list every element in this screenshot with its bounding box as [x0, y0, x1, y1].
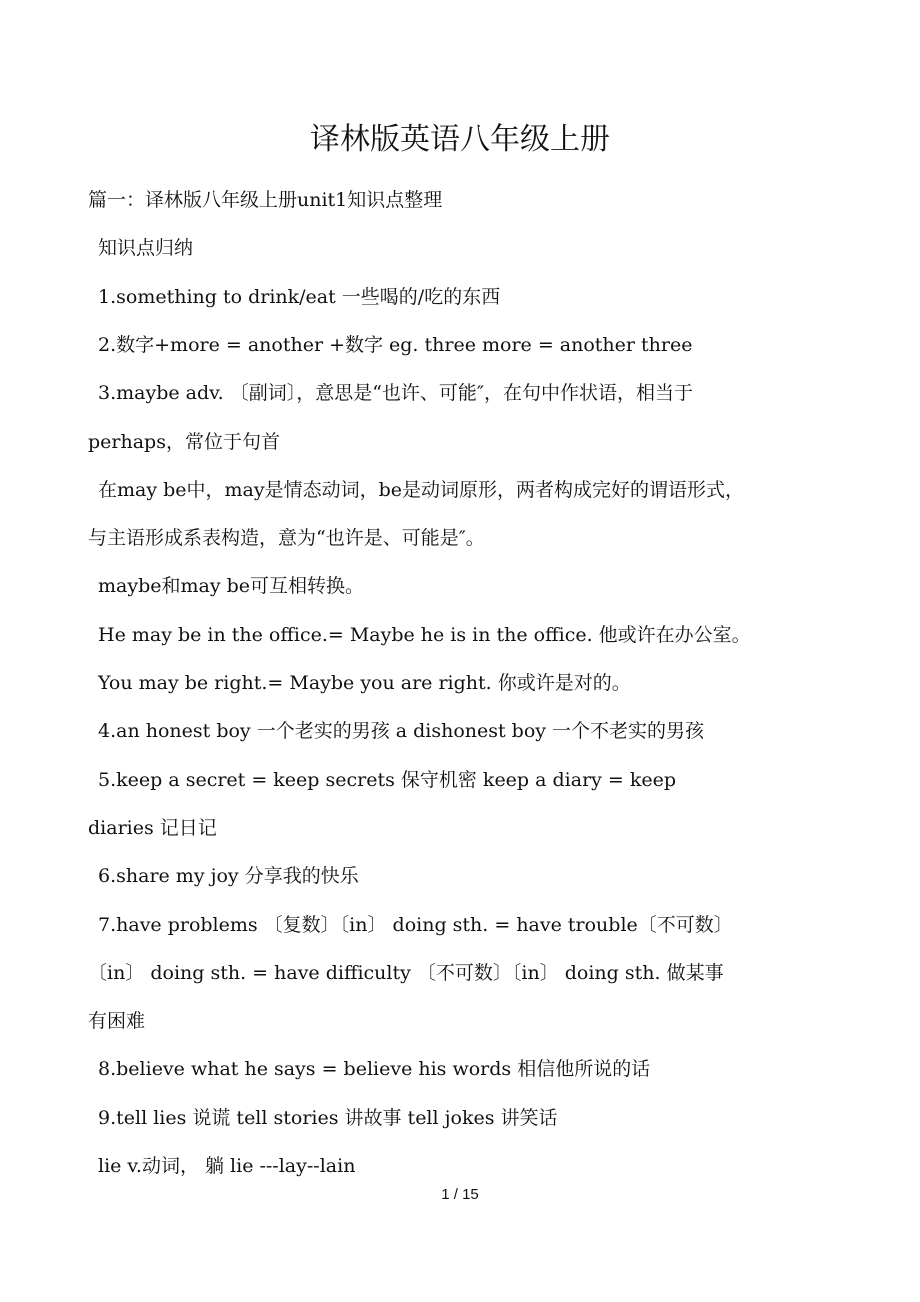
text-line: maybe和may be可互相转换。: [98, 575, 365, 598]
text-line: 知识点归纳: [98, 237, 194, 260]
page-number: 1 / 15: [441, 1186, 479, 1203]
text-line: 1.something to drink/eat 一些喝的/吃的东西: [98, 285, 501, 308]
document-title: 译林版英语八年级上册: [310, 122, 610, 157]
text-line: 2.数字+more = another +数字 eg. three more = another three: [98, 333, 693, 356]
text-line: 9.tell lies 说谎 tell stories 讲故事 tell jokes 讲笑话: [98, 1106, 558, 1129]
text-line: 4.an honest boy 一个老实的男孩 a dishonest boy 一个不老实的男孩: [98, 720, 705, 743]
text-line: 7.have problems 〔复数〕〔in〕 doing sth. = have trouble〔不可数〕: [98, 913, 733, 936]
text-line: 与主语形成系表构造，意为“也许是、可能是″。: [88, 527, 485, 550]
section-heading: 篇一：译林版八年级上册unit1知识点整理: [88, 189, 443, 211]
text-line: 〔in〕 doing sth. = have difficulty 〔不可数〕〔in〕 doing sth. 做某事: [88, 961, 724, 984]
text-line: 在may be中，may是情态动词，be是动词原形，两者构成完好的谓语形式，: [98, 478, 745, 501]
text-line: 3.maybe adv. 〔副词〕，意思是“也许、可能″，在句中作状语，相当于: [98, 382, 694, 405]
text-line: 5.keep a secret = keep secrets 保守机密 keep a diary = keep: [98, 768, 677, 791]
text-line: You may be right.= Maybe you are right. 你或许是对的。: [98, 672, 631, 694]
text-line: He may be in the office.= Maybe he is in the office. 他或许在办公室。: [98, 623, 751, 646]
text-line: 6.share my joy 分享我的快乐: [98, 865, 359, 888]
text-line: perhaps，常位于句首: [88, 430, 280, 453]
text-line: 8.believe what he says = believe his words 相信他所说的话: [98, 1058, 651, 1081]
text-line: lie v.动词， 躺 lie ---lay--lain: [98, 1155, 356, 1177]
text-line: 有困难: [88, 1010, 146, 1033]
text-line: diaries 记日记: [88, 816, 217, 839]
